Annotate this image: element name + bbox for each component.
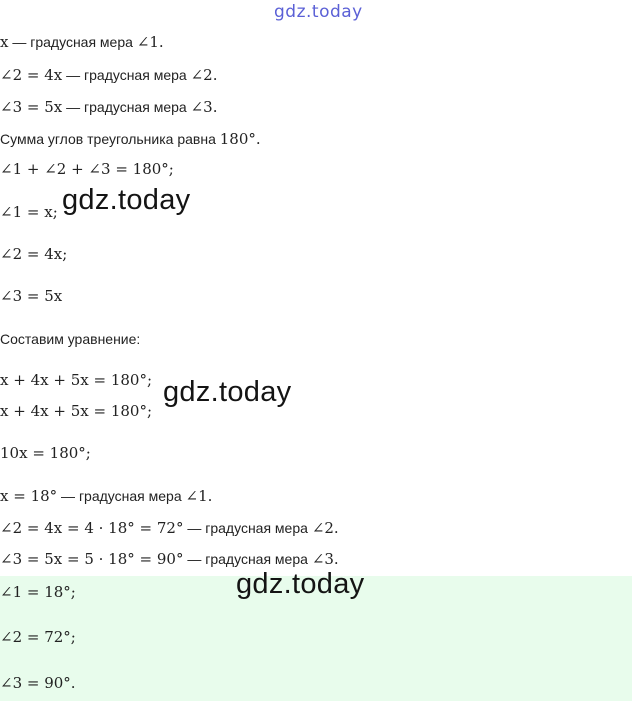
math-var: x	[53, 519, 63, 537]
text: — градусная мера	[57, 488, 186, 504]
text: — градусная мера	[62, 67, 191, 83]
math-var: x	[53, 245, 63, 263]
math: ∠2.	[311, 519, 339, 537]
line-x-solution	[0, 487, 212, 506]
line-angle2-definition	[0, 66, 217, 85]
math-var: x	[0, 487, 9, 505]
math-var: x	[80, 371, 89, 389]
math-var: x	[40, 402, 49, 420]
line-angle3	[0, 287, 62, 306]
math: ∠2 = 4	[0, 519, 54, 537]
line-angle3-solution	[0, 550, 339, 569]
math: ∠1 =	[0, 203, 45, 221]
math: + 4	[8, 402, 41, 420]
line-angle2-solution	[0, 519, 339, 538]
math: ;	[62, 245, 68, 263]
answer-line: ∠1 = 18°;	[0, 583, 76, 601]
line-equation	[0, 371, 152, 390]
watermark: gdz.today	[163, 376, 292, 408]
text: — градусная мера	[62, 99, 191, 115]
text: — градусная мера	[183, 520, 312, 536]
math-var: x	[0, 402, 9, 420]
math: = 180°;	[27, 444, 91, 462]
line-x-definition	[0, 33, 164, 52]
math-var: x	[44, 203, 53, 221]
line-compose-equation	[0, 331, 140, 349]
math: + 4	[8, 371, 41, 389]
math: ;	[52, 203, 58, 221]
math: = 4 · 18° = 72°	[62, 519, 184, 537]
math: ∠2 = 4	[0, 66, 54, 84]
math-var: x	[53, 550, 63, 568]
math-var: x	[0, 371, 9, 389]
math: ∠2 = 4	[0, 245, 54, 263]
math: ∠3.	[190, 98, 218, 116]
math-var: x	[53, 287, 63, 305]
math: ∠1.	[136, 33, 164, 51]
math: ∠3 = 5	[0, 98, 54, 116]
math: = 5 · 18° = 90°	[62, 550, 184, 568]
header-watermark: gdz.today	[274, 2, 363, 22]
math: ∠1.	[185, 487, 213, 505]
math-var: x	[80, 402, 89, 420]
math: = 18°	[8, 487, 58, 505]
math: ∠3.	[311, 550, 339, 568]
math: + 5	[48, 371, 81, 389]
line-angle2	[0, 245, 67, 264]
line-simplified-equation	[0, 444, 91, 463]
watermark: gdz.today	[62, 184, 191, 216]
text: Составим уравнение:	[0, 331, 141, 347]
math: = 180°;	[88, 402, 153, 420]
math-var: x	[53, 66, 63, 84]
math: 10	[0, 444, 20, 462]
watermark: gdz.today	[236, 568, 365, 600]
math-var: x	[40, 371, 49, 389]
math-var: x	[0, 33, 9, 51]
math: = 180°;	[88, 371, 153, 389]
math: ∠3 = 5	[0, 287, 54, 305]
line-angle1	[0, 203, 58, 222]
math-var: x	[53, 98, 63, 116]
math: ∠1 + ∠2 + ∠3 = 180°;	[0, 160, 174, 178]
line-equation-repeat	[0, 402, 152, 421]
math: + 5	[48, 402, 81, 420]
answer-line: ∠3 = 90°.	[0, 674, 76, 692]
math: ∠3 = 5	[0, 550, 54, 568]
text: Сумма углов треугольника равна	[0, 131, 220, 147]
line-angle-sum-statement	[0, 130, 261, 149]
math: 180°.	[219, 130, 261, 148]
text: — градусная мера	[183, 551, 312, 567]
math-var: x	[19, 444, 28, 462]
line-angle3-definition	[0, 98, 217, 117]
math: ∠2.	[190, 66, 218, 84]
answer-line: ∠2 = 72°;	[0, 628, 76, 646]
line-angle-sum-equation	[0, 160, 174, 179]
text: — градусная мера	[8, 34, 137, 50]
